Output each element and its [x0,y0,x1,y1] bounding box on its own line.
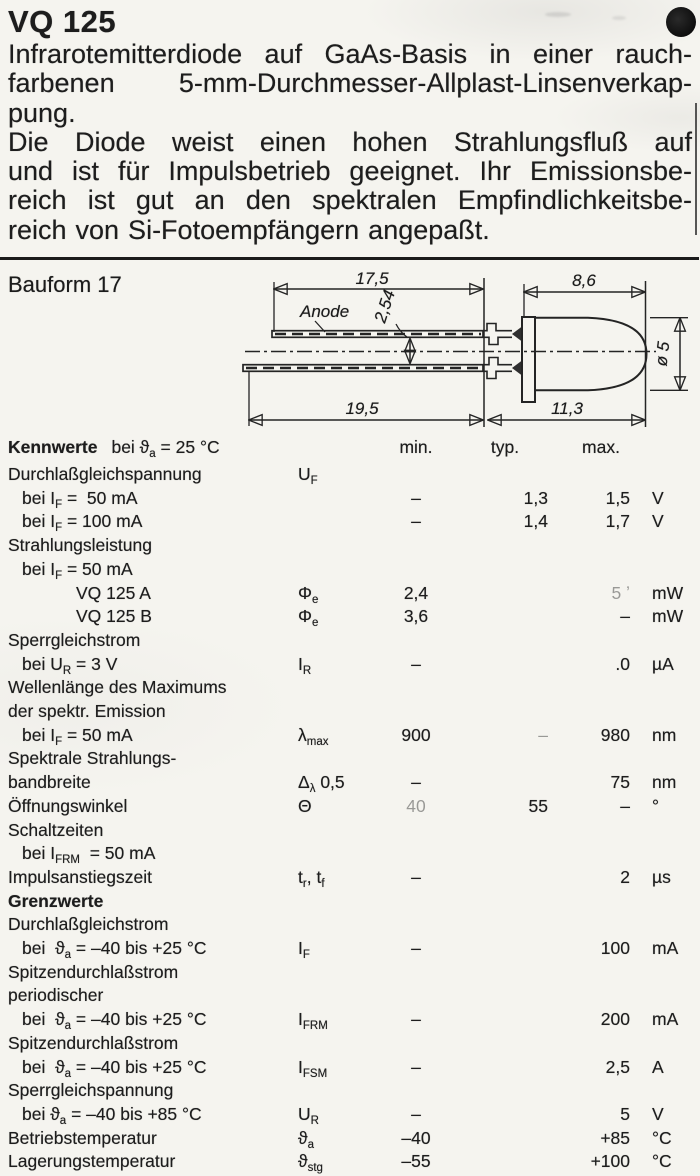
table-row [0,583,700,607]
value-min: – [411,772,421,793]
dim-body-bottom-label: 11,3 [551,399,583,418]
lead-crimp [512,361,522,376]
table-row [0,606,700,630]
row-symbol: $t_r$, $t_f$ [298,866,325,890]
value-max: 2,5 [605,1056,630,1077]
value-min: – [411,866,421,887]
row-unit: °C [652,1151,672,1172]
row-label: bei $I_{FRM} = 50$ mA [22,843,156,867]
lead-kink [483,324,512,345]
intro-paragraph-1-line-3: pung. [8,97,76,128]
table-section-title [8,437,220,458]
table-row [0,1128,700,1152]
drawing-caption: Bauform 17 [8,272,122,297]
value-max: 100 [600,938,630,958]
row-label: Lagerungstemperatur [8,1151,176,1172]
table-row [0,938,700,962]
value-max: 980 [600,724,630,745]
row-symbol: $I_{FSM}$ [298,1056,328,1080]
row-label: bei $ϑ_a = -40$ bis +25 °C [22,1056,207,1080]
table-row [0,701,700,725]
table-row [0,985,700,1009]
row-symbol: $I_R$ [298,653,312,677]
row-symbol: $\lambda_{max}$ [298,724,329,748]
value-min: 900 [401,724,431,745]
row-label: bei $I_F = 50$ mA [22,487,138,511]
row-label: bei $I_F = 50$ mA [22,558,133,582]
value-min: – [411,511,421,532]
intro-paragraph-1-line-2: farbenen 5-mm-Durchmesser-Allplast-Linsenverkap- [8,68,692,99]
value-min: – [411,1056,421,1077]
table-row [0,488,700,512]
row-unit: µA [652,653,674,674]
dim-lead-bottom-label: 19,5 [345,399,379,418]
intro-paragraph-1-line-1: Infrarotemitterdiode auf GaAs-Basis in einer rauch- [8,39,692,69]
punch-hole-dot [666,7,696,37]
row-unit: nm [652,772,677,793]
value-max: 1,7 [605,511,630,532]
value-min: 40 [406,795,426,816]
value-max: +100 [590,1151,630,1172]
value-max: .0 [615,653,630,674]
row-unit: mA [652,938,679,958]
intro-paragraphs [8,40,692,245]
cathode-lead [243,365,483,372]
lead-crimp [512,327,522,342]
section-title-text: Kennwerte [8,437,98,457]
value-max: 2 [620,866,630,887]
row-symbol: $\Phi_e$ [298,606,319,630]
scan-smudge [612,16,626,20]
table-row [0,772,700,796]
intro-paragraph-2-line-3: reich ist gut an den spektralen Empfindlichkeitsbe- [8,185,692,216]
table-row [0,1009,700,1033]
table-row [0,511,700,535]
column-header-min: min. [399,437,433,457]
value-min: – [411,1009,421,1030]
lead-kink [483,358,512,379]
row-label: bei $ϑ_a = -40$ bis +25 °C [22,938,207,961]
table-row [0,1151,700,1175]
row-unit: mW [652,606,684,627]
value-min: 2,4 [403,582,429,603]
row-label: Durchlaßgleichstrom [8,914,169,935]
table-row [0,1033,700,1057]
row-unit: A [652,1056,664,1077]
row-symbol: $I_{FRM}$ [298,1009,328,1033]
table-row [0,1080,700,1104]
value-max: – [620,795,630,816]
row-label: periodischer [8,985,104,1006]
table-row [0,559,700,583]
row-label: bei $I_F = 100$ mA [22,511,143,535]
value-typ: – [538,724,548,745]
row-label: Schaltzeiten [8,819,104,840]
intro-paragraph-2-line-4: reich von Si-Fotoempfängern angepaßt. [8,214,490,245]
value-min: – [411,487,421,508]
table-row [0,677,700,701]
page-edge-artifact [695,103,697,235]
value-max: 75 [610,772,630,793]
row-unit: mW [652,582,684,603]
value-min: – [411,1103,421,1124]
section-condition-text: bei $ϑ_a = 25$ °C [111,437,220,460]
row-label: bei $ϑ_a = -40$ bis +85 °C [22,1103,202,1127]
table-row [0,725,700,749]
table-row [0,820,700,844]
row-symbol: $U_F$ [298,464,318,487]
row-label: VQ 125 A [76,582,151,603]
column-header-max: max. [582,437,620,457]
row-label: Wellenlänge des Maximums [8,677,227,698]
dim-lead-top-label: 17,5 [355,269,389,288]
row-label: Strahlungsleistung [8,535,152,556]
value-max: 1,5 [605,487,630,508]
value-min: –40 [401,1127,431,1148]
row-unit: V [652,487,664,508]
table-row [0,796,700,820]
row-label: VQ 125 B [76,606,152,627]
scan-smudge [545,12,571,17]
row-unit: V [652,511,664,532]
table-row [0,748,700,772]
row-label: Öffnungswinkel [8,795,128,816]
led-flange [522,317,535,402]
value-min: – [411,653,421,674]
table-row [0,891,700,915]
row-unit: °C [652,1127,672,1148]
table-row [0,914,700,938]
row-unit: nm [652,724,677,745]
row-label: Spektrale Strahlungs- [8,748,177,769]
column-header-typ: typ. [490,437,520,457]
table-row [0,1104,700,1128]
value-max: 5 [620,1103,630,1124]
row-label: Impulsanstiegszeit [8,866,152,887]
dim-diameter-label: ø 5 [651,340,674,368]
row-symbol: $ϑ_{stg}$ [298,1151,323,1175]
table-row [0,1057,700,1081]
intro-paragraph-2-line-1: Die Diode weist einen hohen Strahlungsfluß auf [8,126,692,157]
page-title: VQ 125 [8,4,117,39]
row-label: bei $I_F = 50$ mA [22,724,133,748]
row-unit: ° [652,795,659,816]
row-label: bei $U_R = 3$ V [22,653,118,677]
table-row [0,867,700,891]
row-label: bandbreite [8,772,91,793]
table-row [0,843,700,867]
value-max: +85 [600,1127,630,1148]
row-unit: V [652,1103,664,1124]
row-label: Durchlaßgleichspannung [8,464,202,484]
dim-pitch-label: 2,54 [370,287,399,325]
outline-drawing [0,260,700,437]
row-label: Grenzwerte [8,890,104,911]
anode-label: Anode [300,302,350,321]
table-header-row [0,437,700,461]
table-row [0,962,700,986]
row-symbol: $\Delta_\lambda$ 0,5 [298,772,345,796]
led-dome [535,318,647,391]
row-unit: mA [652,1009,679,1030]
value-min: – [411,938,421,958]
value-max: – [620,606,630,627]
row-label: Betriebstemperatur [8,1127,157,1148]
intro-paragraph-2-line-2: und ist für Impulsbetrieb geeignet. Ihr Emissionsbe- [8,156,692,187]
row-symbol: $\Phi_e$ [298,582,319,606]
row-symbol: $I_F$ [298,938,310,961]
value-min: 3,6 [403,606,429,627]
row-symbol: $ϑ_a$ [298,1127,314,1151]
row-label: Sperrgleichspannung [8,1080,174,1101]
value-max: 5 ʼ [611,582,630,603]
row-label: bei $ϑ_a = -40$ bis +25 °C [22,1009,207,1033]
row-unit: µs [652,866,671,887]
value-min: –55 [401,1151,431,1172]
row-symbol: $U_R$ [298,1103,319,1127]
dim-body-top-label: 8,6 [572,271,596,290]
row-label: Sperrgleichstrom [8,629,141,650]
value-max: 200 [600,1009,630,1030]
row-label: der spektr. Emission [8,701,166,721]
value-typ: 55 [528,795,548,816]
value-typ: 1,4 [523,511,548,532]
table-row [0,654,700,678]
value-typ: 1,3 [523,487,548,508]
table-row [0,535,700,559]
table-row [0,464,700,488]
row-label: Spitzendurchlaßstrom [8,1032,179,1053]
row-label: Spitzendurchlaßstrom [8,961,179,982]
table-row [0,630,700,654]
row-symbol: Θ [298,795,312,816]
